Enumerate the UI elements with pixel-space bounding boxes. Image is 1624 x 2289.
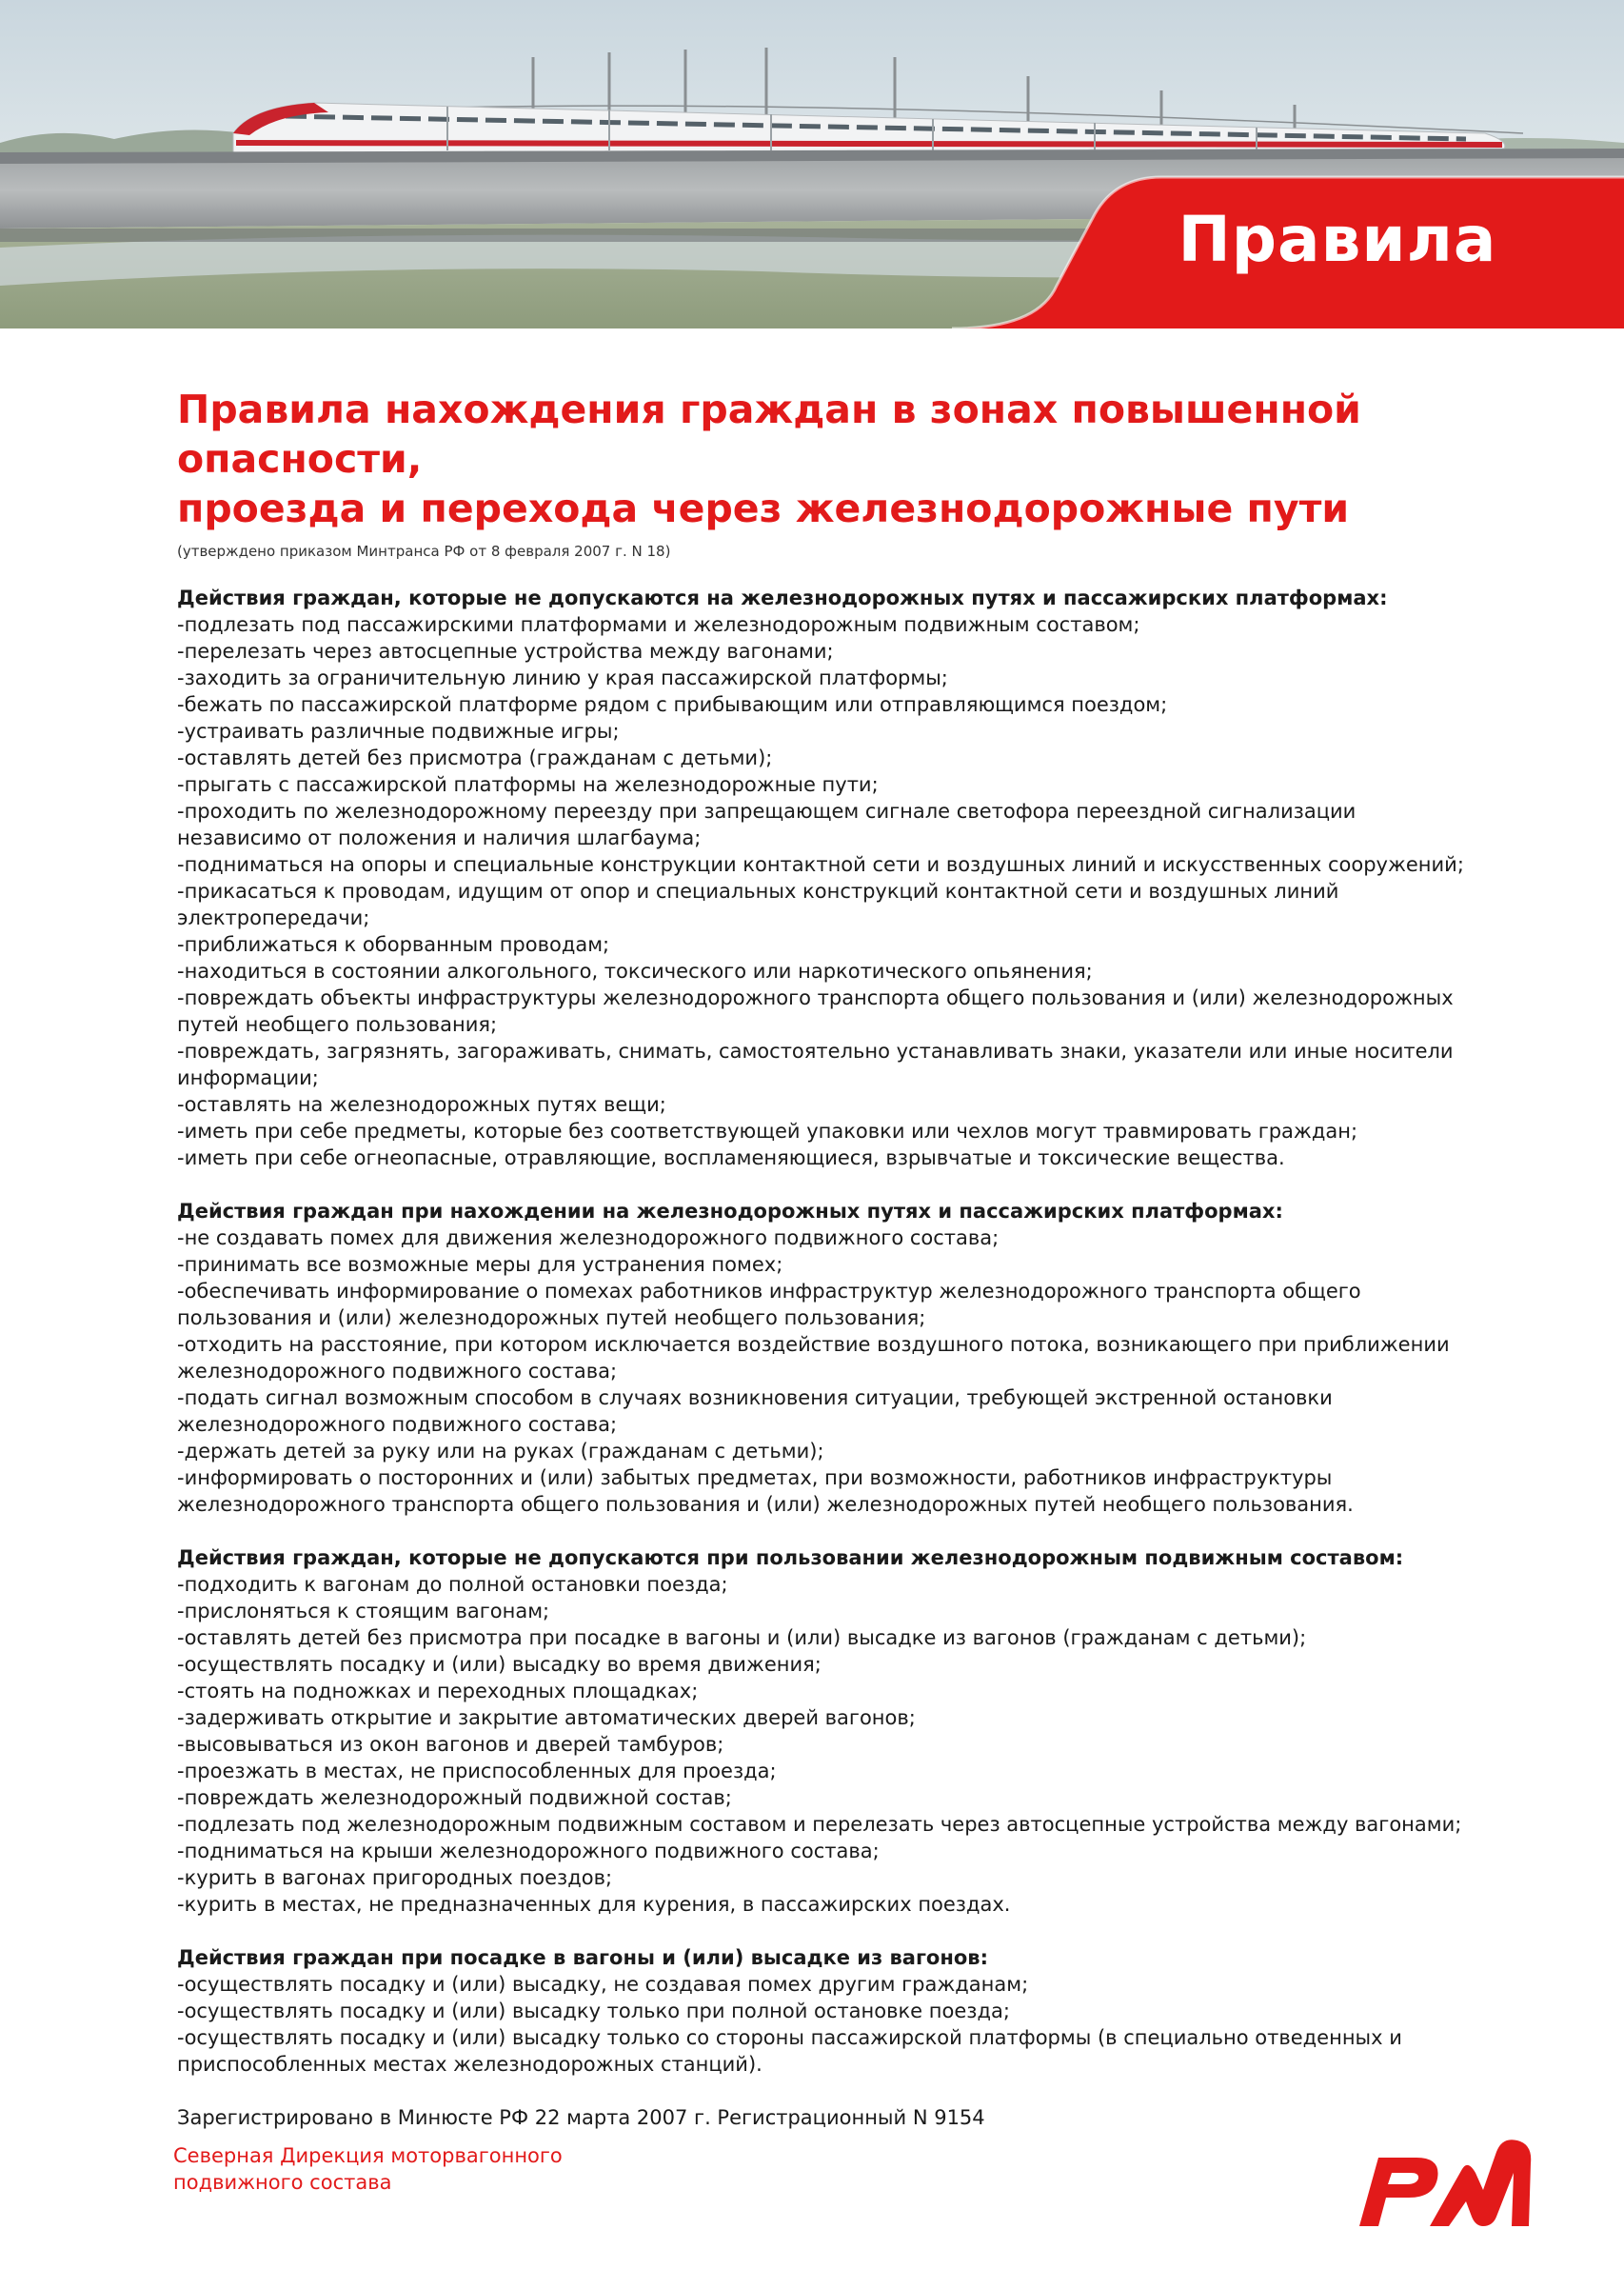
rule-list [177, 611, 1491, 1171]
section-boarding-rules [177, 1944, 1491, 2078]
rule-item: -повреждать, загрязнять, загораживать, снимать, самостоятельно устанавливать знаки, указатели или иные носители [177, 1040, 1454, 1063]
rule-item: -иметь при себе огнеопасные, отравляющие, воспламеняющиеся, взрывчатые и токсические вещества. [177, 1146, 1285, 1169]
section-heading: Действия граждан, которые не допускаются при пользовании железнодорожным подвижным составом: [177, 1546, 1404, 1569]
rule-item: -проходить по железнодорожному переезду при запрещающем сигнале светофора переездной сигнализации [177, 800, 1357, 823]
rule-item: железнодорожного транспорта общего пользования и (или) железнодорожных путей необщего пользования. [177, 1493, 1354, 1516]
rule-item: -устраивать различные подвижные игры; [177, 720, 620, 743]
rule-item: -подлезать под пассажирскими платформами и железнодорожным подвижным составом; [177, 613, 1140, 636]
section-heading: Действия граждан, которые не допускаются на железнодорожных путях и пассажирских платформах: [177, 587, 1388, 609]
rule-item: -принимать все возможные меры для устранения помех; [177, 1253, 783, 1276]
rule-item: -приближаться к оборванным проводам; [177, 933, 610, 956]
rule-item: пользования и (или) железнодорожных путей необщего пользования; [177, 1306, 926, 1329]
rule-item: -подходить к вагонам до полной остановки поезда; [177, 1573, 728, 1596]
section-prohibited-in-rolling-stock [177, 1544, 1491, 1918]
rule-item: -прикасаться к проводам, идущим от опор и специальных конструкций контактной сети и воздушных линий [177, 880, 1339, 903]
rule-item: -оставлять на железнодорожных путях вещи; [177, 1093, 666, 1116]
rule-item: -осуществлять посадку и (или) высадку, не создавая помех другим гражданам; [177, 1973, 1029, 1996]
rule-item: -осуществлять посадку и (или) высадку только при полной остановке поезда; [177, 2000, 1010, 2022]
document-title-line-1: Правила нахождения граждан в зонах повышенной опасности, [177, 387, 1361, 482]
section-heading: Действия граждан при посадке в вагоны и (или) высадке из вагонов: [177, 1946, 988, 1969]
rule-item: -повреждать железнодорожный подвижной состав; [177, 1786, 732, 1809]
footer-organization-line-1: Северная Дирекция моторвагонного [173, 2144, 563, 2167]
rule-item: путей необщего пользования; [177, 1013, 498, 1036]
rzd-logo-icon [1350, 2131, 1536, 2228]
section-heading: Действия граждан при нахождении на железнодорожных путях и пассажирских платформах: [177, 1200, 1283, 1223]
rule-item: -оставлять детей без присмотра (гражданам с детьми); [177, 746, 773, 769]
rule-item: -находиться в состоянии алкогольного, токсического или наркотического опьянения; [177, 960, 1093, 983]
section-prohibited-on-tracks [177, 585, 1491, 1171]
rule-item: железнодорожного подвижного состава; [177, 1413, 618, 1436]
rule-item: -оставлять детей без присмотра при посадке в вагоны и (или) высадке из вагонов (гражданам с детьми); [177, 1626, 1307, 1649]
rule-item: -прислоняться к стоящим вагонам; [177, 1600, 550, 1622]
rule-item: -подлезать под железнодорожным подвижным составом и перелезать через автосцепные устройства между вагонами; [177, 1813, 1462, 1836]
document-title-line-2: проезда и перехода через железнодорожные пути [177, 486, 1350, 531]
rule-item: -осуществлять посадку и (или) высадку во время движения; [177, 1653, 822, 1676]
rule-item: -повреждать объекты инфраструктуры железнодорожного транспорта общего пользования и (или) железнодорожных [177, 986, 1454, 1009]
rule-item: -подать сигнал возможным способом в случаях возникновения ситуации, требующей экстренной остановки [177, 1386, 1333, 1409]
rule-item: -подниматься на опоры и специальные конструкции контактной сети и воздушных линий и искусственных сооружений; [177, 853, 1464, 876]
rule-item: -задерживать открытие и закрытие автоматических дверей вагонов; [177, 1706, 916, 1729]
rule-item: приспособленных местах железнодорожных станций). [177, 2053, 762, 2076]
rule-item: -не создавать помех для движения железнодорожного подвижного состава; [177, 1226, 1000, 1249]
rule-list [177, 1971, 1491, 2078]
rule-item: -бежать по пассажирской платформе рядом с прибывающим или отправляющимся поездом; [177, 693, 1168, 716]
rule-item: -курить в местах, не предназначенных для курения, в пассажирских поездах. [177, 1893, 1011, 1916]
rule-item: -обеспечивать информирование о помехах работников инфраструктур железнодорожного транспорта общего [177, 1280, 1361, 1303]
train-bridge-photo [0, 0, 1624, 338]
rule-item: независимо от положения и наличия шлагбаума; [177, 826, 702, 849]
footer-organization-line-2: подвижного состава [173, 2171, 392, 2194]
rule-item: -подниматься на крыши железнодорожного подвижного состава; [177, 1840, 880, 1862]
rule-item: -стоять на подножках и переходных площадках; [177, 1680, 699, 1702]
rule-item: -отходить на расстояние, при котором исключается воздействие воздушного потока, возникающего при приближении [177, 1333, 1450, 1356]
rule-item: -высовываться из окон вагонов и дверей тамбуров; [177, 1733, 724, 1756]
rule-item: -перелезать через автосцепные устройства между вагонами; [177, 640, 834, 663]
rule-item: -проезжать в местах, не приспособленных для проезда; [177, 1760, 777, 1782]
rule-item: -заходить за ограничительную линию у края пассажирской платформы; [177, 667, 948, 689]
approval-note: (утверждено приказом Минтранса РФ от 8 февраля 2007 г. N 18) [177, 543, 671, 560]
rule-item: -прыгать с пассажирской платформы на железнодорожные пути; [177, 773, 879, 796]
registration-note: Зарегистрировано в Минюсте РФ 22 марта 2007 г. Регистрационный N 9154 [177, 2106, 985, 2129]
banner-title: Правила [1178, 203, 1497, 276]
rule-item: -информировать о посторонних и (или) забытых предметах, при возможности, работников инфраструктуры [177, 1466, 1333, 1489]
rule-list [177, 1224, 1491, 1518]
rule-item: -держать детей за руку или на руках (гражданам с детьми); [177, 1440, 824, 1463]
rule-item: железнодорожного подвижного состава; [177, 1360, 618, 1383]
rule-item: -иметь при себе предметы, которые без соответствующей упаковки или чехлов могут травмировать граждан; [177, 1120, 1358, 1143]
rule-list [177, 1571, 1491, 1918]
rule-item: -курить в вагонах пригородных поездов; [177, 1866, 613, 1889]
document-body [177, 385, 1491, 2131]
header-banner [0, 0, 1624, 338]
section-obligations-on-tracks [177, 1198, 1491, 1518]
document-title [177, 385, 1491, 533]
rule-item: информации; [177, 1066, 319, 1089]
rule-item: электропередачи; [177, 906, 370, 929]
rule-item: -осуществлять посадку и (или) высадку только со стороны пассажирской платформы (в специально отведенных и [177, 2026, 1402, 2049]
footer-organization [173, 2142, 649, 2196]
